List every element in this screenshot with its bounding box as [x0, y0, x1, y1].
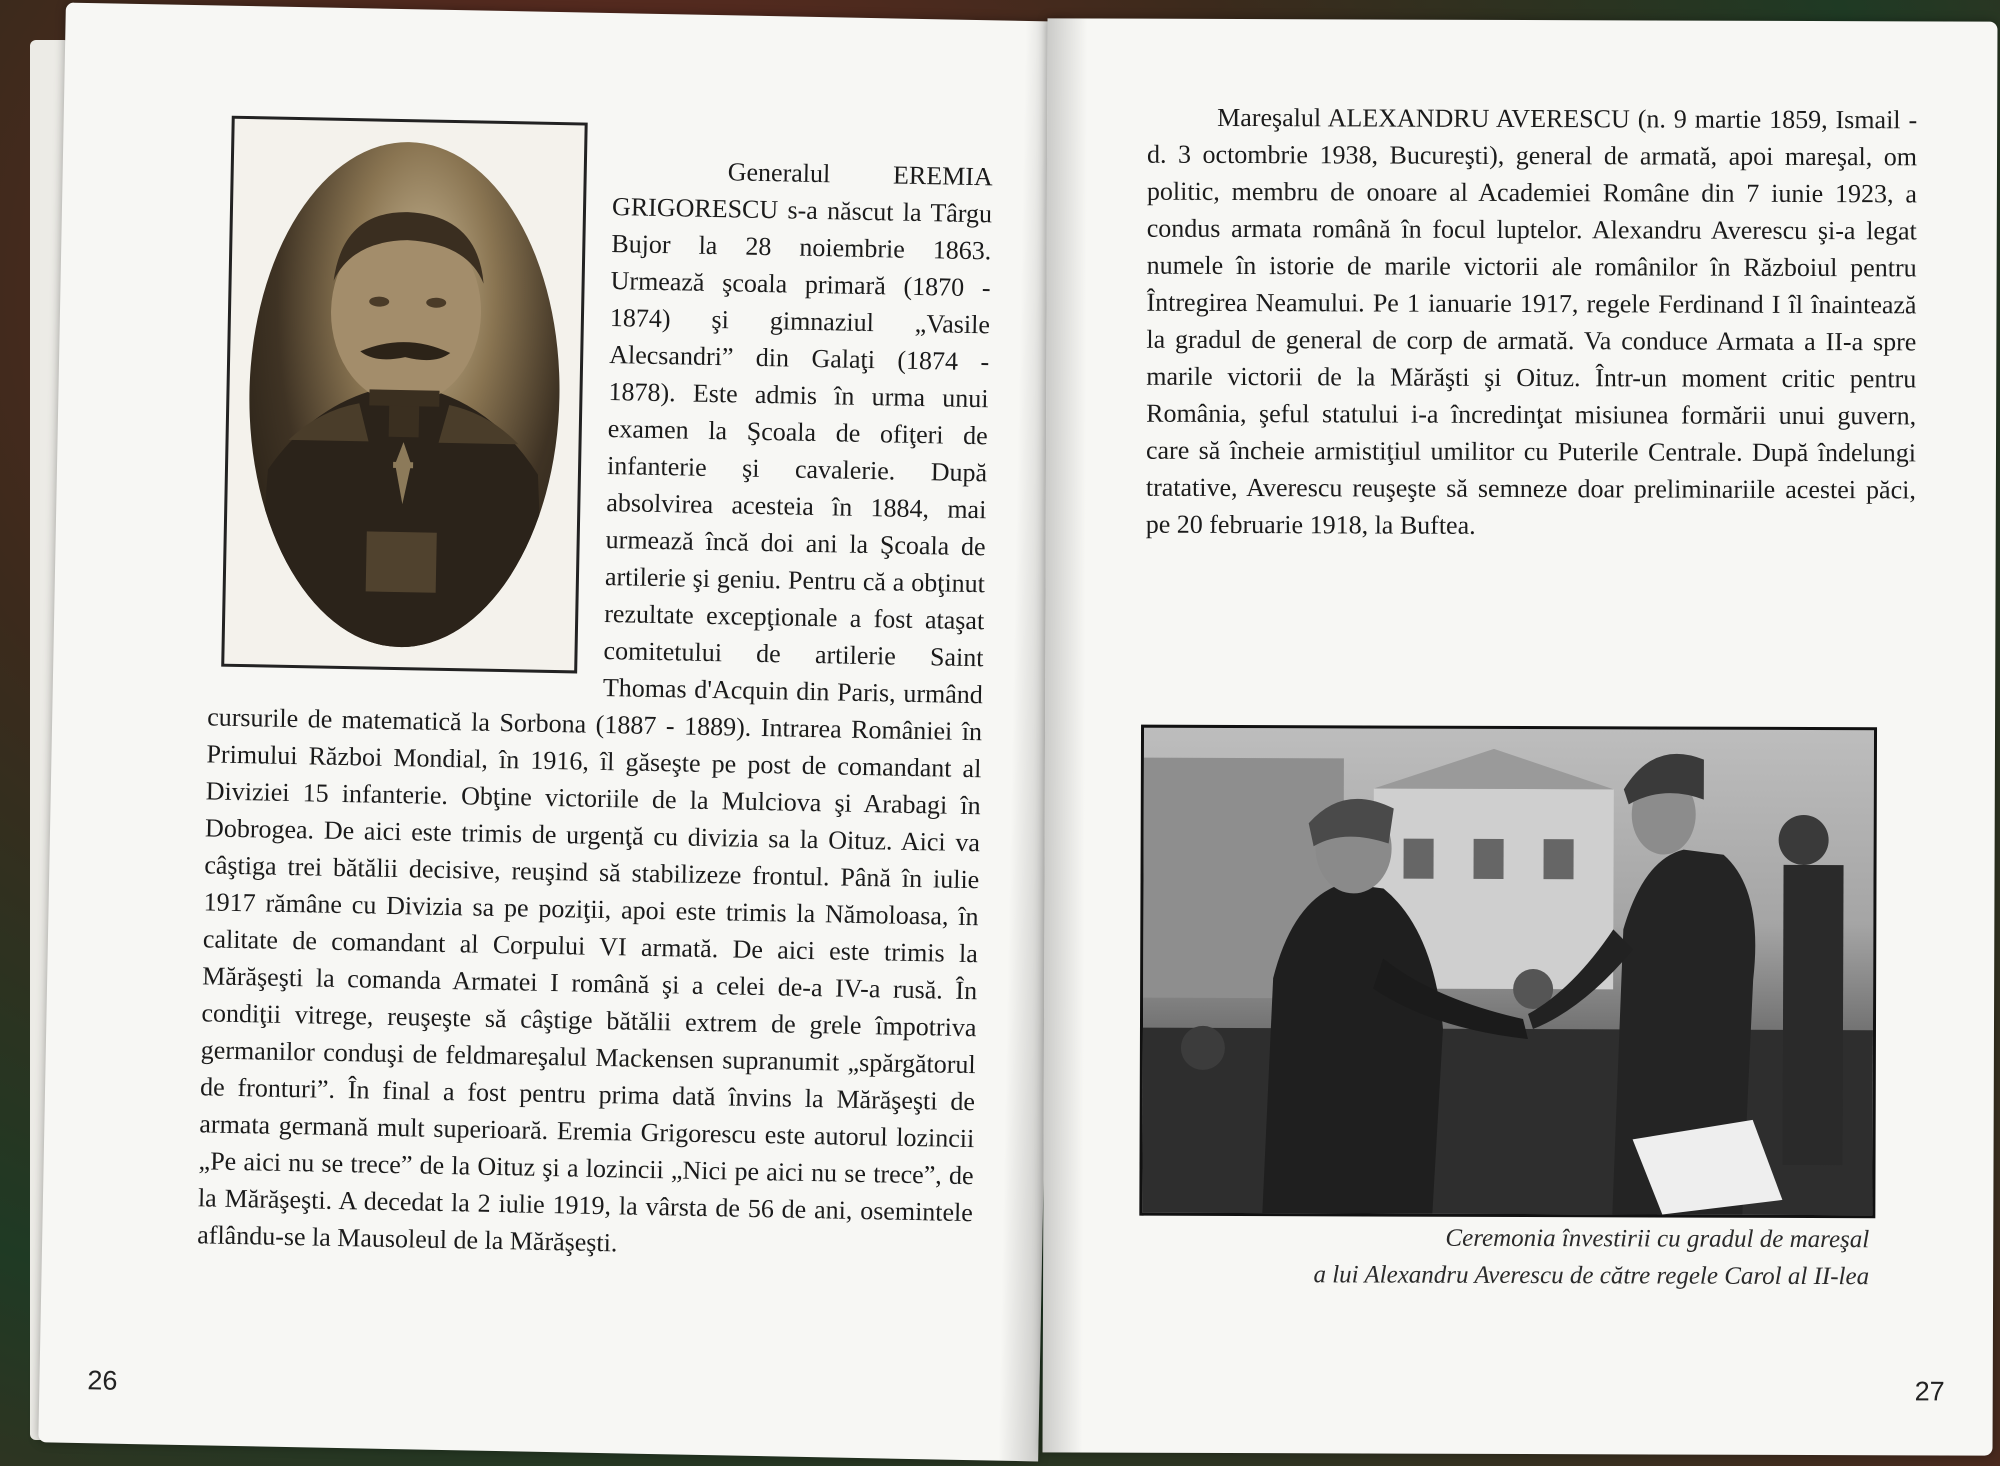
ceremony-photo — [1139, 725, 1877, 1219]
photo-caption-line-2: a lui Alexandru Averescu de către regele Carol al II-lea — [1313, 1261, 1870, 1291]
portrait-text-wrap-spacer — [208, 117, 614, 689]
photo-caption-line-1: Ceremonia învestirii cu gradul de mareşal — [1445, 1224, 1870, 1254]
photo-caption — [1139, 1219, 1869, 1296]
gutter-shadow — [1043, 18, 1088, 1452]
right-page — [1043, 18, 1998, 1455]
alexandru-averescu-bio: Mareşalul ALEXANDRU AVERESCU (n. 9 martie 1859, Ismail - d. 3 octombrie 1938, Bucureşti), general de armată, apoi mareşal, om politic, membru de onoare al Academiei Române din 7 iunie 1923, a condus armata română în focul luptelor. Alexandru Averescu şi-a legat numele în istorie de marile victorii ale românilor în Războiul pentru Întregirea Neamului. Pe 1 ianuarie 1917, regele Ferdinand I îl înaintează la gradul de general de corp de armată. Va conduce Armata a II-a spre marile victorii de la Mărăşti şi Oituz. Într-un moment critic pentru România, şeful statului i-a încredinţat misiunea formării unui guvern, care să încheie armistiţiul umilitor cu Puterile Centrale. După îndelungi tratative, Averescu reuşeşte să semneze doar preliminariile acestei păci, pe 20 februarie 1918, la Buftea. — [1145, 102, 1918, 540]
eremia-grigorescu-bio: Generalul EREMIA GRIGORESCU s-a născut la Târgu Bujor la 28 noiembrie 1863. Urmează şcoala primară (1870 - 1874) şi gimnaziul „Vasile Alecsandri” din Galaţi (1874 - 1878). Este admis în urma unui examen la Şcoala de ofiţeri de infanterie şi cavalerie. După absolvirea acesteia în 1884, mai urmează încă doi ani la Şcoala de artilerie şi geniu. Pentru că a obţinut rezultate excepţionale a fost ataşat comitetului de artilerie Saint Thomas d'Acquin din Paris, urmând cursurile de matematică la Sorbona (1887 - 1889). Intrarea României în Primului Război Mondial, în 1916, îl găseşte pe post de comandant al Diviziei 15 infanterie. Obţine victoriile de la Mulciova şi Arabagi în Dobrogea. De aici este trimis de urgenţă cu divizia sa la Oituz. Aici va câştiga trei bătălii decisive, reuşind să stabilizeze frontul. Până în iulie 1917 rămâne cu Divizia sa pe poziţii, apoi este trimis la Nămoloasa, în calitate de comandant al Corpului VI armată. De aici este trimis la Mărăşeşti la comanda Armatei I română şi a celei de-a IV-a rusă. În condiţii vitrege, reuşeşte să câştige bătălii extrem de grele împotriva germanilor conduşi de feldmareşalul Mackensen supranumit „spărgătorul de fronturi”. În final a fost pentru prima dată învins la Mărăşeşti de armata germană mult superioară. Eremia Grigorescu este autorul lozincii „Pe aici nu se trece” de la Oituz şi a lozincii „Nici pe aici nu se trece”, de la Mărăşeşti. A decedat la 2 iulie 1919, la vârsta de 56 de ani, osemintele aflându-se la Mausoleul de la Mărăşeşti. — [197, 157, 994, 1258]
eremia-grigorescu-bio-block — [196, 117, 993, 1294]
left-page — [38, 3, 1065, 1462]
page-number-right: 27 — [1914, 1376, 1945, 1407]
ceremony-illustration — [1142, 728, 1874, 1216]
alexandru-averescu-bio-block — [1146, 99, 1918, 546]
page-number-left: 26 — [87, 1365, 118, 1396]
